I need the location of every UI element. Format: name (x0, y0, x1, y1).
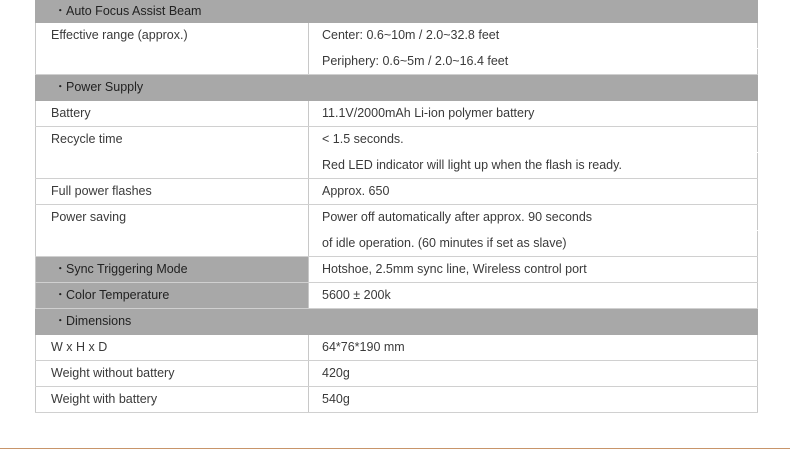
row-label: Effective range (approx.) (36, 23, 309, 75)
row-value: 64*76*190 mm (309, 335, 758, 361)
section-title: Sync Triggering Mode (66, 262, 188, 276)
table-row (36, 335, 758, 361)
row-label: Weight with battery (36, 387, 309, 413)
row-value: < 1.5 seconds. (309, 127, 758, 153)
table-row (36, 101, 758, 127)
table-row (36, 361, 758, 387)
section-title: Power Supply (66, 80, 144, 94)
row-value: Red LED indicator will light up when the flash is ready. (309, 153, 758, 179)
bullet-icon: ・ (54, 288, 67, 302)
row-value: Power off automatically after approx. 90 seconds (309, 205, 758, 231)
row-label: Recycle time (36, 127, 309, 179)
section-header-dimensions (36, 309, 758, 335)
table-row-sync (36, 257, 758, 283)
row-value: Hotshoe, 2.5mm sync line, Wireless control port (309, 257, 758, 283)
row-value: 540g (309, 387, 758, 413)
section-header-power-supply (36, 75, 758, 101)
section-title: Color Temperature (66, 288, 170, 302)
row-value: 420g (309, 361, 758, 387)
section-header-auto-focus (36, 0, 758, 23)
row-value: 11.1V/2000mAh Li-ion polymer battery (309, 101, 758, 127)
section-title: Dimensions (66, 314, 132, 328)
table-row (36, 205, 758, 231)
row-label: W x H x D (36, 335, 309, 361)
spec-table (35, 0, 758, 413)
bullet-icon: ・ (54, 262, 67, 276)
bullet-icon: ・ (54, 80, 67, 94)
section-title: Auto Focus Assist Beam (66, 4, 202, 18)
row-value: of idle operation. (60 minutes if set as slave) (309, 231, 758, 257)
row-label: Battery (36, 101, 309, 127)
row-value: Approx. 650 (309, 179, 758, 205)
row-value: Periphery: 0.6~5m / 2.0~16.4 feet (309, 49, 758, 75)
table-row (36, 23, 758, 49)
row-label: Weight without battery (36, 361, 309, 387)
row-value: 5600 ± 200k (309, 283, 758, 309)
bullet-icon: ・ (54, 314, 67, 328)
table-row (36, 179, 758, 205)
table-row-color-temp (36, 283, 758, 309)
table-row (36, 387, 758, 413)
table-row (36, 127, 758, 153)
row-value: Center: 0.6~10m / 2.0~32.8 feet (309, 23, 758, 49)
row-label: Power saving (36, 205, 309, 257)
bullet-icon: ・ (54, 4, 67, 18)
row-label: Full power flashes (36, 179, 309, 205)
